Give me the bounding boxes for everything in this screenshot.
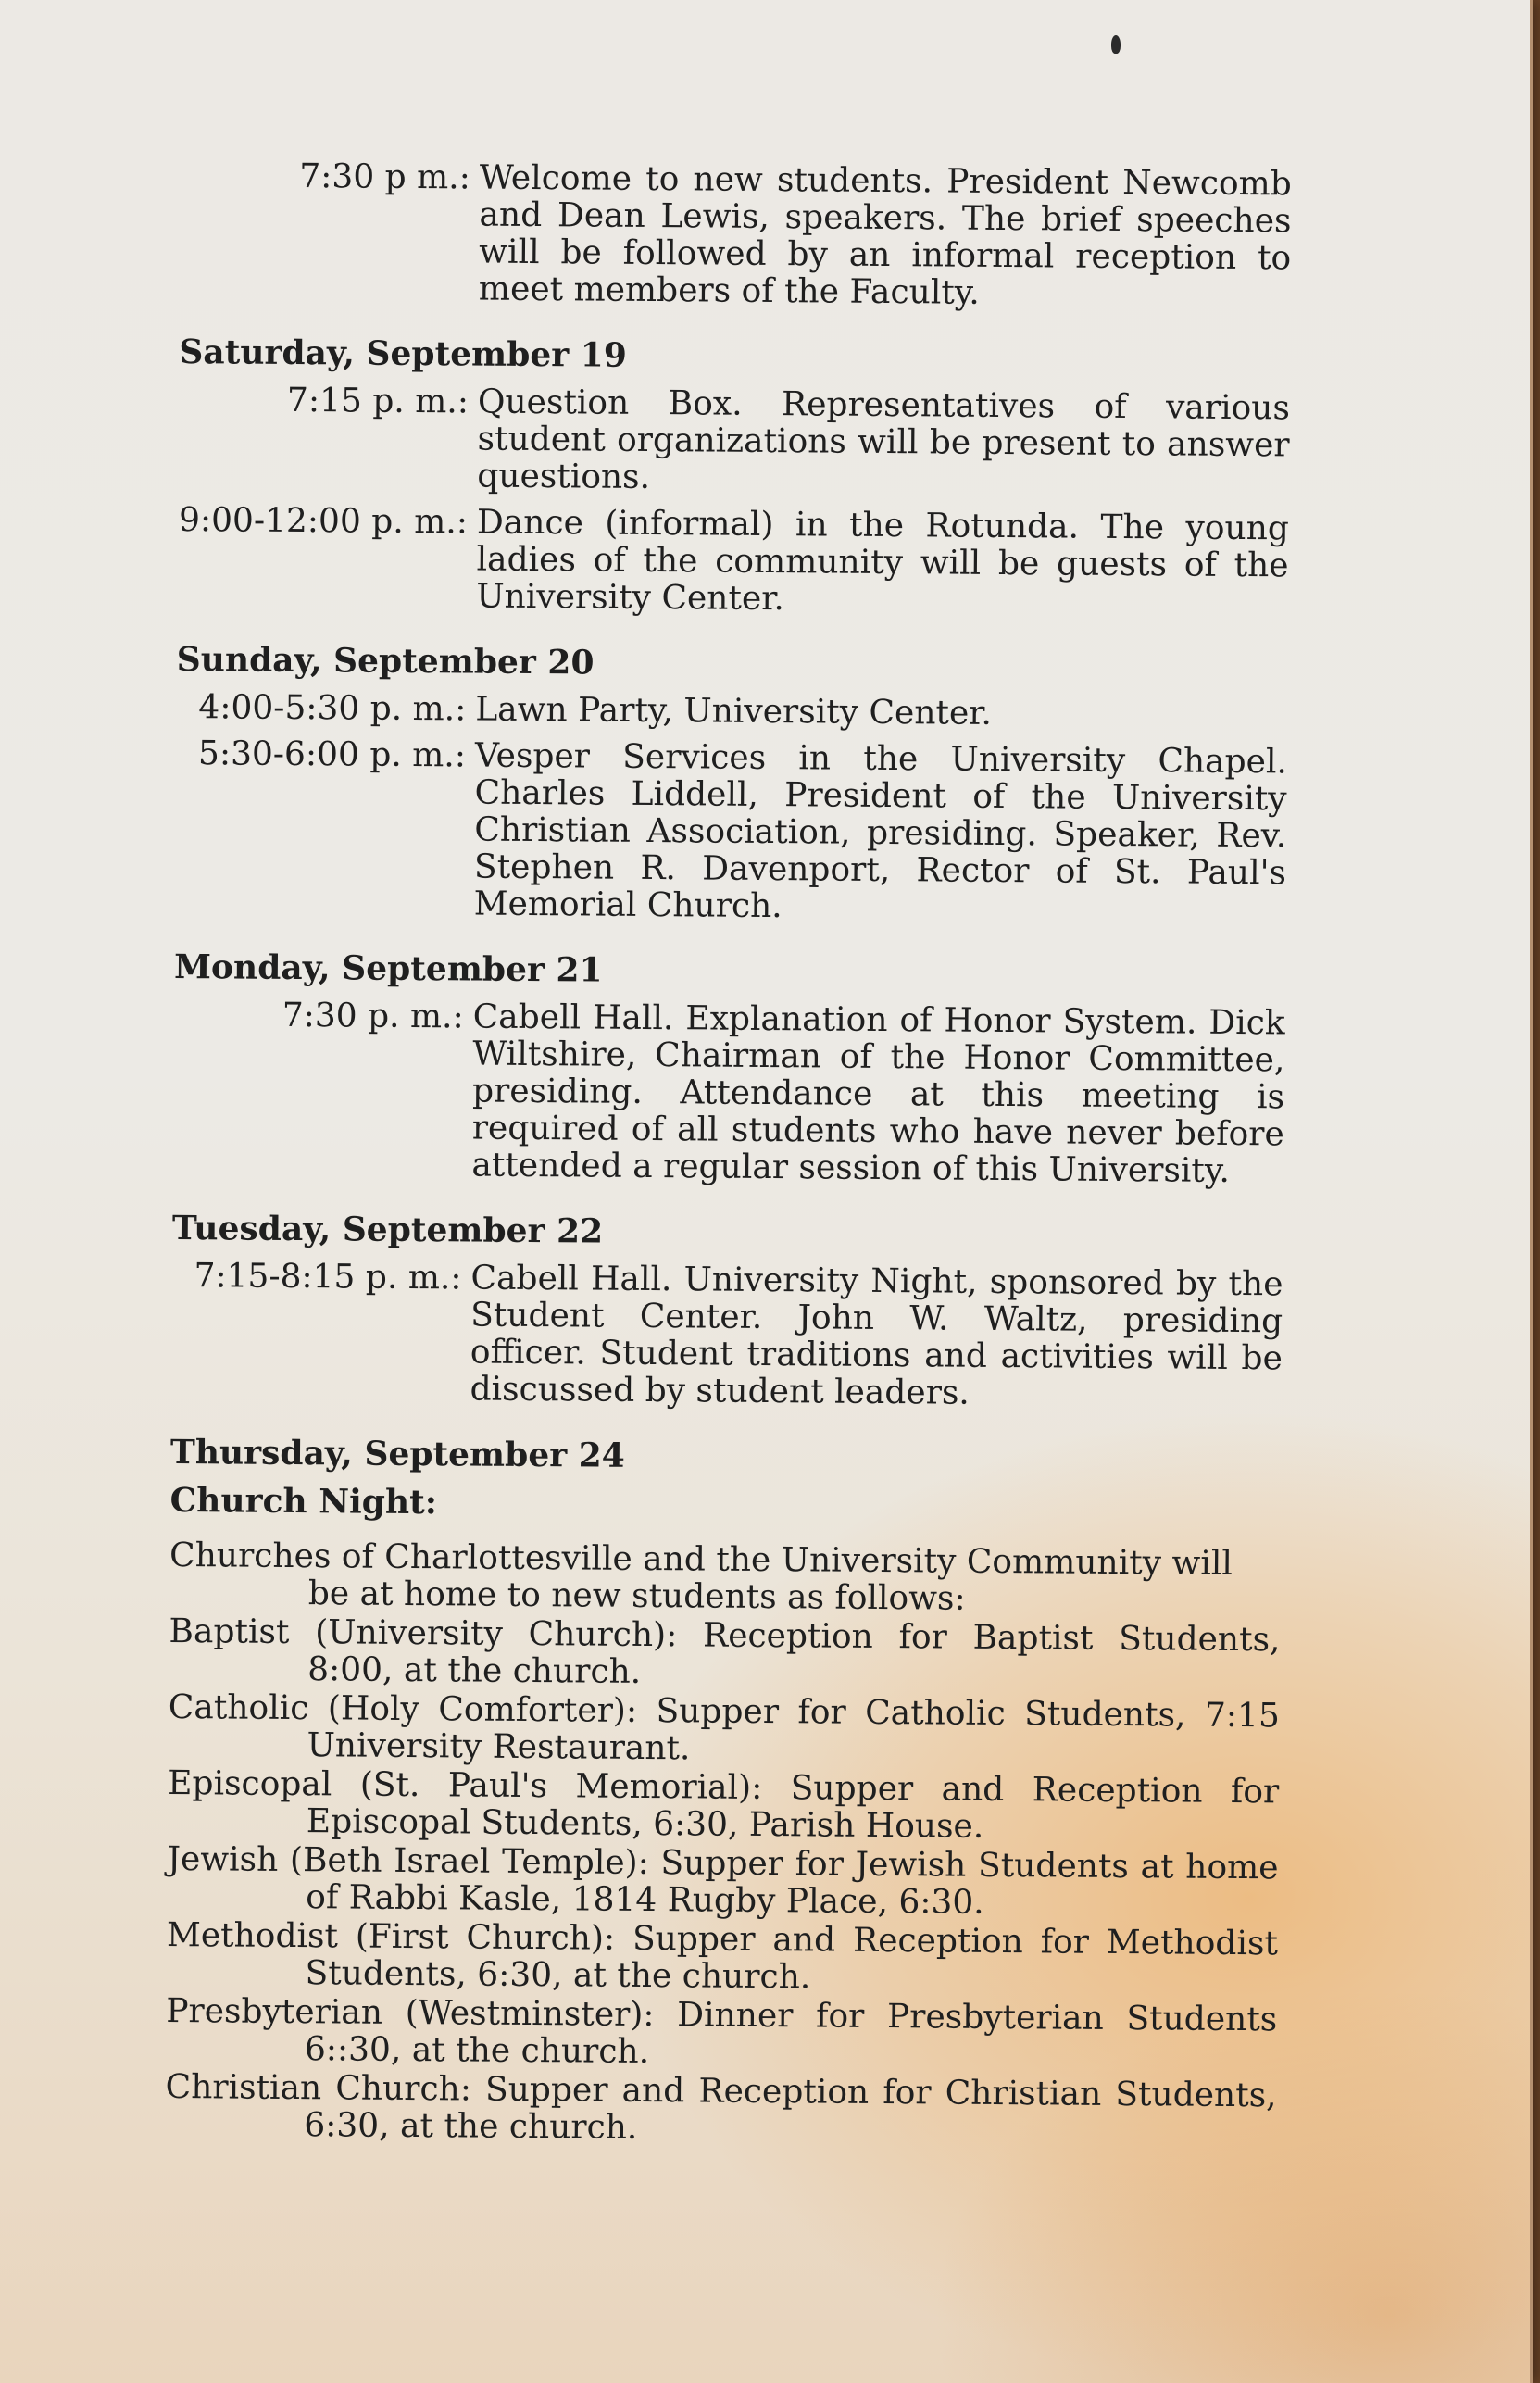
schedule-entry <box>176 689 1287 734</box>
schedule-entry <box>172 997 1285 1190</box>
church-night-intro: Churches of Charlottesville and the University Community will be at home to new students as follows: <box>169 1536 1233 1618</box>
schedule-entry <box>175 735 1288 929</box>
entry-description: Lawn Party, University Center. <box>475 690 993 733</box>
entry-time: 4:00-5:30 p. m.: <box>198 688 467 729</box>
entry-time: 5:30-6:00 p. m.: <box>197 734 467 775</box>
entry-time: 7:15 p. m.: <box>286 381 470 421</box>
day-heading: Thursday, September 24 <box>169 1432 625 1475</box>
entry-time: 9:00-12:00 p. m.: <box>178 500 469 542</box>
church-entry: Presbyterian (Westminster): Dinner for Presbyterian Students 6::30, at the church. <box>166 1991 1278 2072</box>
entry-time: 7:15-8:15 p. m.: <box>194 1257 462 1298</box>
day-heading: Saturday, September 19 <box>179 332 628 375</box>
entry-description: Cabell Hall. University Night, sponsored by the Student Center. John W. Waltz, presiding officer. Student traditions and activities will be discussed by student leaders. <box>470 1259 1283 1412</box>
church-entry: Episcopal (St. Paul's Memorial): Supper and Reception for Episcopal Students, 6:30, Parish House. <box>168 1763 1280 1846</box>
day-heading: Monday, September 21 <box>173 947 603 990</box>
schedule-entry <box>170 1258 1283 1414</box>
day-heading: Tuesday, September 22 <box>171 1208 604 1251</box>
entry-time: 7:30 p. m.: <box>282 996 464 1036</box>
entry-description: Cabell Hall. Explanation of Honor System. Dick Wiltshire, Chairman of the Honor Committee, presiding. Attendance at this meeting is required of all students who have never before attended a regular session of this University. <box>471 997 1285 1190</box>
church-night-title: Church Night: <box>169 1480 438 1523</box>
entry-description: Question Box. Representatives of various student organizations will be present to answer questions. <box>477 383 1291 496</box>
schedule-entry <box>180 157 1292 314</box>
entry-description: Welcome to new students. President Newcomb and Dean Lewis, speakers. The brief speeches will be followed by an informal reception to meet members of the Faculty. <box>478 158 1292 312</box>
entry-time: 7:30 p m.: <box>299 157 470 197</box>
page-mark <box>1111 35 1121 54</box>
church-entry: Baptist (University Church): Reception for Baptist Students, 8:00, at the church. <box>169 1612 1281 1691</box>
church-entry: Catholic (Holy Comforter): Supper for Catholic Students, 7:15 University Restaurant. <box>168 1687 1280 1768</box>
church-entry: Methodist (First Church): Supper and Reception for Methodist Students, 6:30, at the church. <box>166 1915 1279 1997</box>
church-entry: Jewish (Beth Israel Temple): Supper for Jewish Students at home of Rabbi Kasle, 1814 Rugby Place, 6:30. <box>167 1839 1279 1922</box>
entry-description: Dance (informal) in the Rotunda. The young ladies of the community will be guests of the University Center. <box>476 503 1290 619</box>
entry-description: Vesper Services in the University Chapel. Charles Liddell, President of the University Christian Association, presiding. Speaker, Rev. Stephen R. Davenport, Rector of St. Paul's Memorial Church. <box>473 736 1288 926</box>
schedule-entry <box>177 502 1289 621</box>
schedule-content <box>165 157 1292 2153</box>
day-heading: Sunday, September 20 <box>176 639 595 683</box>
schedule-entry <box>178 382 1290 501</box>
church-entry: Christian Church: Supper and Reception for Christian Students, 6:30, at the church. <box>165 2067 1277 2147</box>
